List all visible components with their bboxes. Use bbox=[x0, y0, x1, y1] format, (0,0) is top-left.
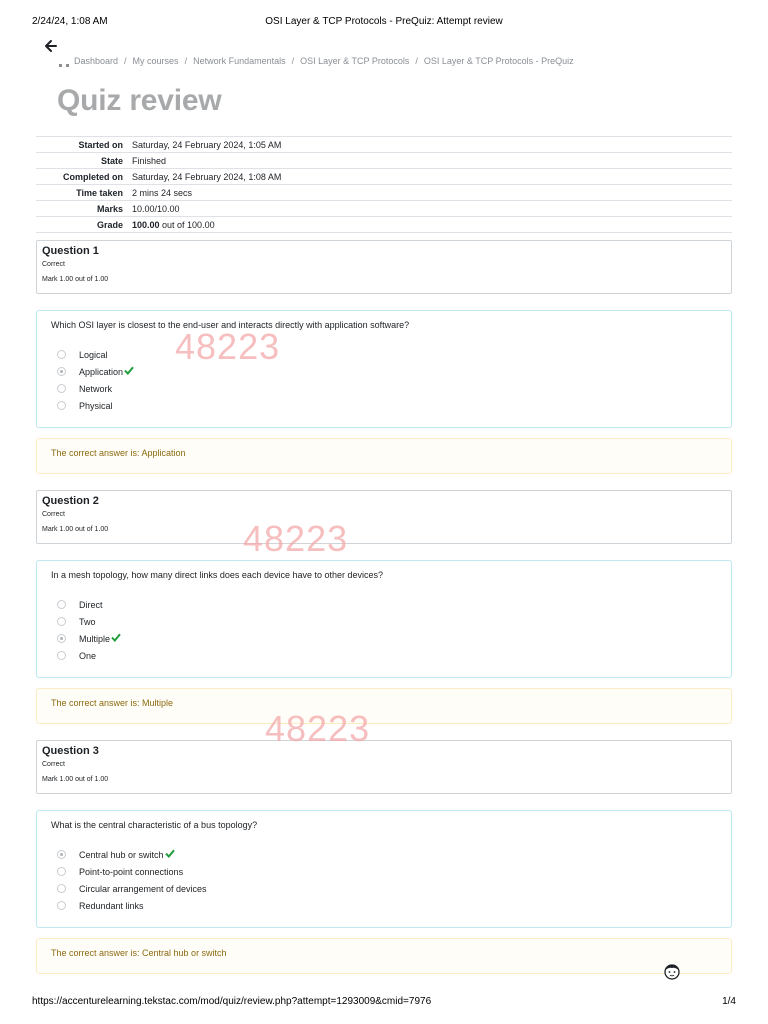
answer-option[interactable] bbox=[51, 880, 717, 897]
answer-label: Point-to-point connections bbox=[79, 866, 184, 877]
question-feedback-2: The correct answer is: Multiple bbox=[36, 688, 732, 724]
page-title: Quiz review bbox=[57, 84, 222, 117]
summary-row-time bbox=[36, 185, 732, 201]
answer-option-selected[interactable] bbox=[51, 630, 717, 647]
summary-label: Marks bbox=[96, 204, 123, 214]
answer-option[interactable] bbox=[51, 397, 717, 414]
summary-value: Saturday, 24 February 2024, 1:08 AM bbox=[132, 172, 282, 182]
question-text: What is the central characteristic of a bus topology? bbox=[51, 820, 258, 830]
radio-button[interactable] bbox=[57, 651, 66, 660]
question-label: Question bbox=[42, 245, 90, 257]
summary-label: State bbox=[100, 156, 123, 166]
summary-value: 2 mins 24 secs bbox=[132, 188, 193, 198]
question-grade: Mark 1.00 out of 1.00 bbox=[42, 776, 109, 783]
radio-button[interactable] bbox=[57, 867, 66, 876]
summary-value: 10.00/10.00 bbox=[132, 204, 180, 214]
question-text: Which OSI layer is closest to the end-user and interacts directly with application software? bbox=[51, 320, 410, 330]
answer-label: Multiple bbox=[79, 633, 111, 644]
home-icon[interactable] bbox=[58, 58, 70, 68]
breadcrumb-separator: / bbox=[184, 56, 188, 66]
radio-button[interactable] bbox=[57, 384, 66, 393]
question-info-2 bbox=[36, 490, 732, 544]
answer-list bbox=[51, 346, 717, 414]
answer-label: Central hub or switch bbox=[79, 849, 164, 860]
summary-label: Started on bbox=[78, 140, 123, 150]
check-icon bbox=[165, 849, 175, 858]
answer-label: Circular arrangement of devices bbox=[79, 883, 207, 894]
watermark: 48223 bbox=[265, 708, 371, 749]
question-state: Correct bbox=[42, 511, 65, 518]
radio-button[interactable] bbox=[57, 884, 66, 893]
answer-option-selected[interactable] bbox=[51, 363, 717, 380]
question-info-3 bbox=[36, 740, 732, 794]
question-state: Correct bbox=[42, 261, 65, 268]
radio-button-checked[interactable] bbox=[57, 850, 66, 859]
answer-label: Physical bbox=[79, 400, 113, 411]
summary-value: Finished bbox=[132, 156, 167, 166]
grade-rest: out of 100.00 bbox=[159, 220, 215, 230]
summary-label: Time taken bbox=[76, 188, 123, 198]
answer-option[interactable] bbox=[51, 380, 717, 397]
print-footer bbox=[32, 996, 736, 1010]
question-content-2 bbox=[36, 560, 732, 678]
question-num: 3 bbox=[92, 745, 99, 757]
answer-option[interactable] bbox=[51, 596, 717, 613]
question-label: Question bbox=[42, 745, 90, 757]
attempt-summary-table bbox=[36, 136, 732, 233]
question-feedback-3: The correct answer is: Central hub or switch bbox=[36, 938, 732, 974]
question-content-3 bbox=[36, 810, 732, 928]
question-grade: Mark 1.00 out of 1.00 bbox=[42, 526, 109, 533]
question-label: Question bbox=[42, 495, 90, 507]
back-arrow-icon[interactable] bbox=[44, 39, 60, 55]
watermark: 48223 bbox=[175, 326, 281, 367]
answer-option[interactable] bbox=[51, 647, 717, 664]
answer-option[interactable] bbox=[51, 613, 717, 630]
radio-button[interactable] bbox=[57, 350, 66, 359]
print-datetime: 2/24/24, 1:08 AM bbox=[32, 16, 108, 27]
question-num: 1 bbox=[92, 245, 99, 257]
breadcrumb-section[interactable]: OSI Layer & TCP Protocols bbox=[300, 56, 410, 66]
question-feedback-1: The correct answer is: Application bbox=[36, 438, 732, 474]
answer-option-selected[interactable] bbox=[51, 846, 717, 863]
print-header bbox=[32, 16, 736, 30]
avatar-icon[interactable] bbox=[662, 961, 682, 981]
summary-row-completed bbox=[36, 169, 732, 185]
radio-button[interactable] bbox=[57, 401, 66, 410]
summary-label: Grade bbox=[96, 220, 123, 230]
question-content-1 bbox=[36, 310, 732, 428]
question-number bbox=[42, 245, 726, 257]
summary-value bbox=[132, 217, 732, 233]
answer-option[interactable] bbox=[51, 897, 717, 914]
answer-label: Two bbox=[79, 616, 96, 627]
radio-button[interactable] bbox=[57, 901, 66, 910]
radio-button[interactable] bbox=[57, 617, 66, 626]
radio-button-checked[interactable] bbox=[57, 634, 66, 643]
breadcrumb-my-courses[interactable]: My courses bbox=[132, 56, 179, 66]
print-url: https://accenturelearning.tekstac.com/mod/quiz/review.php?attempt=1293009&cmid=7976 bbox=[32, 996, 432, 1007]
summary-label: Completed on bbox=[63, 172, 123, 182]
question-text: In a mesh topology, how many direct links does each device have to other devices? bbox=[51, 570, 384, 580]
question-info-1 bbox=[36, 240, 732, 294]
summary-value: Saturday, 24 February 2024, 1:05 AM bbox=[132, 140, 282, 150]
question-state: Correct bbox=[42, 761, 65, 768]
answer-label: Network bbox=[79, 383, 113, 394]
question-num: 2 bbox=[92, 495, 99, 507]
breadcrumb-separator: / bbox=[415, 56, 418, 66]
answer-label: Direct bbox=[79, 599, 103, 610]
answer-label: Logical bbox=[79, 349, 108, 360]
answer-option[interactable] bbox=[51, 863, 717, 880]
question-grade: Mark 1.00 out of 1.00 bbox=[42, 276, 109, 283]
answer-list bbox=[51, 846, 717, 914]
question-number bbox=[42, 745, 726, 757]
watermark: 48223 bbox=[243, 518, 349, 559]
summary-row-started bbox=[36, 137, 732, 153]
summary-row-state bbox=[36, 153, 732, 169]
breadcrumb-dashboard[interactable]: Dashboard bbox=[74, 56, 119, 66]
answer-label: One bbox=[79, 650, 97, 661]
radio-button-checked[interactable] bbox=[57, 367, 66, 376]
answer-label: Redundant links bbox=[79, 900, 144, 911]
breadcrumb bbox=[58, 56, 574, 66]
check-icon bbox=[124, 366, 134, 375]
answer-label: Application bbox=[79, 366, 124, 377]
breadcrumb-separator: / bbox=[291, 56, 295, 66]
question-number bbox=[42, 495, 726, 507]
breadcrumb-separator: / bbox=[124, 56, 127, 66]
answer-list bbox=[51, 596, 717, 664]
summary-row-grade bbox=[36, 217, 732, 233]
print-page-number: 1/4 bbox=[722, 996, 736, 1007]
breadcrumb-course[interactable]: Network Fundamentals bbox=[193, 56, 286, 66]
radio-button[interactable] bbox=[57, 600, 66, 609]
summary-row-marks bbox=[36, 201, 732, 217]
check-icon bbox=[111, 633, 121, 642]
grade-score: 100.00 bbox=[132, 220, 160, 230]
answer-option[interactable] bbox=[51, 346, 717, 363]
breadcrumb-quiz[interactable]: OSI Layer & TCP Protocols - PreQuiz bbox=[423, 56, 574, 66]
print-page-title: OSI Layer & TCP Protocols - PreQuiz: Attempt review bbox=[265, 16, 503, 27]
